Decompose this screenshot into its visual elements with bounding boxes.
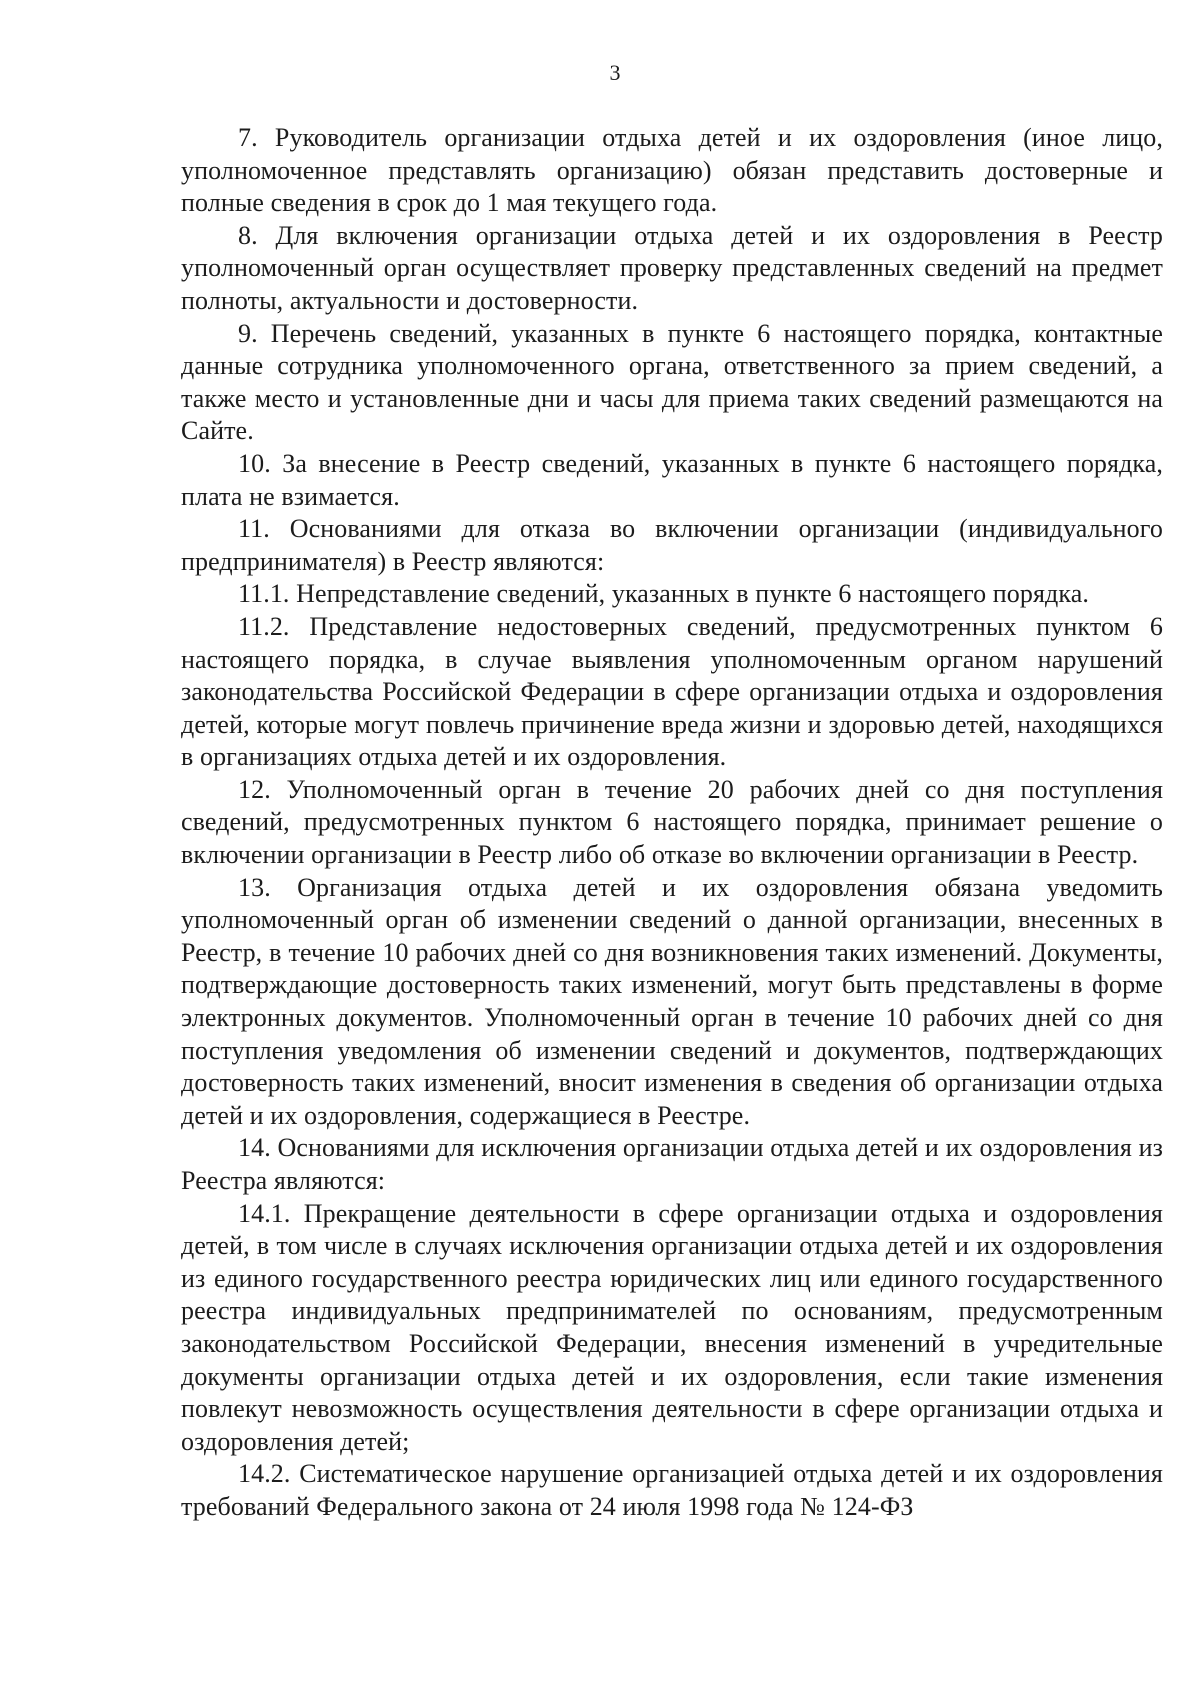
page-number: 3: [609, 60, 621, 85]
paragraph-11: 11. Основаниями для отказа во включении организации (индивидуального предпринимателя) в Реестр являются:: [181, 514, 1163, 576]
paragraph-14: 14. Основаниями для исключения организации отдыха детей и их оздоровления из Реестра являются:: [181, 1133, 1163, 1195]
document-body: [181, 122, 1163, 1524]
paragraph-10: 10. За внесение в Реестр сведений, указанных в пункте 6 настоящего порядка, плата не взимается.: [181, 448, 1163, 511]
paragraph-8: 8. Для включения организации отдыха детей и их оздоровления в Реестр уполномоченный орган осуществляет проверку представленных сведений на предмет полноты, актуальности и достоверности.: [181, 220, 1163, 315]
paragraph-12: 12. Уполномоченный орган в течение 20 рабочих дней со дня поступления сведений, предусмотренных пунктом 6 настоящего порядка, принимает решение о включении организации в Реестр либо об отказе во включении организации в Реестр.: [181, 774, 1163, 870]
paragraph-14-2: 14.2. Систематическое нарушение организацией отдыха детей и их оздоровления требований Федерального закона от 24 июля 1998 года № 124-ФЗ: [181, 1459, 1163, 1521]
paragraph-14-1: 14.1. Прекращение деятельности в сфере организации отдыха и оздоровления детей, в том числе в случаях исключения организации отдыха детей и их оздоровления из единого государственного реестра юридических лиц или единого государственного реестра индивидуальных предпринимателей по основаниям, предусмотренным законодательством Российской Федерации, внесения изменений в учредительные документы организации отдыха детей и их оздоровления, если такие изменения повлекут невозможность осуществления деятельности в сфере организации отдыха и оздоровления детей;: [181, 1198, 1163, 1456]
paragraph-7: 7. Руководитель организации отдыха детей и их оздоровления (иное лицо, уполномоченное представлять организацию) обязан представить достоверные и полные сведения в срок до 1 мая текущего года.: [181, 123, 1163, 218]
paragraph-11-2: 11.2. Представление недостоверных сведений, предусмотренных пунктом 6 настоящего порядка, в случае выявления уполномоченным органом нарушений законодательства Российской Федерации в сфере организации отдыха и оздоровления детей, которые могут повлечь причинение вреда жизни и здоровью детей, находящихся в организациях отдыха детей и их оздоровления.: [181, 611, 1163, 772]
paragraph-9: 9. Перечень сведений, указанных в пункте 6 настоящего порядка, контактные данные сотрудника уполномоченного органа, ответственного за прием сведений, а также место и установленные дни и часы для приема таких сведений размещаются на Сайте.: [181, 318, 1163, 446]
paragraph-13: 13. Организация отдыха детей и их оздоровления обязана уведомить уполномоченный орган об изменении сведений о данной организации, внесенных в Реестр, в течение 10 рабочих дней со дня возникновения таких изменений. Документы, подтверждающие достоверность таких изменений, могут быть представлены в форме электронных документов. Уполномоченный орган в течение 10 рабочих дней со дня поступления уведомления об изменении сведений и документов, подтверждающих достоверность таких изменений, вносит изменения в сведения об организации отдыха детей и их оздоровления, содержащиеся в Реестре.: [181, 872, 1163, 1130]
paragraph-11-1: 11.1. Непредставление сведений, указанных в пункте 6 настоящего порядка.: [238, 579, 1089, 609]
